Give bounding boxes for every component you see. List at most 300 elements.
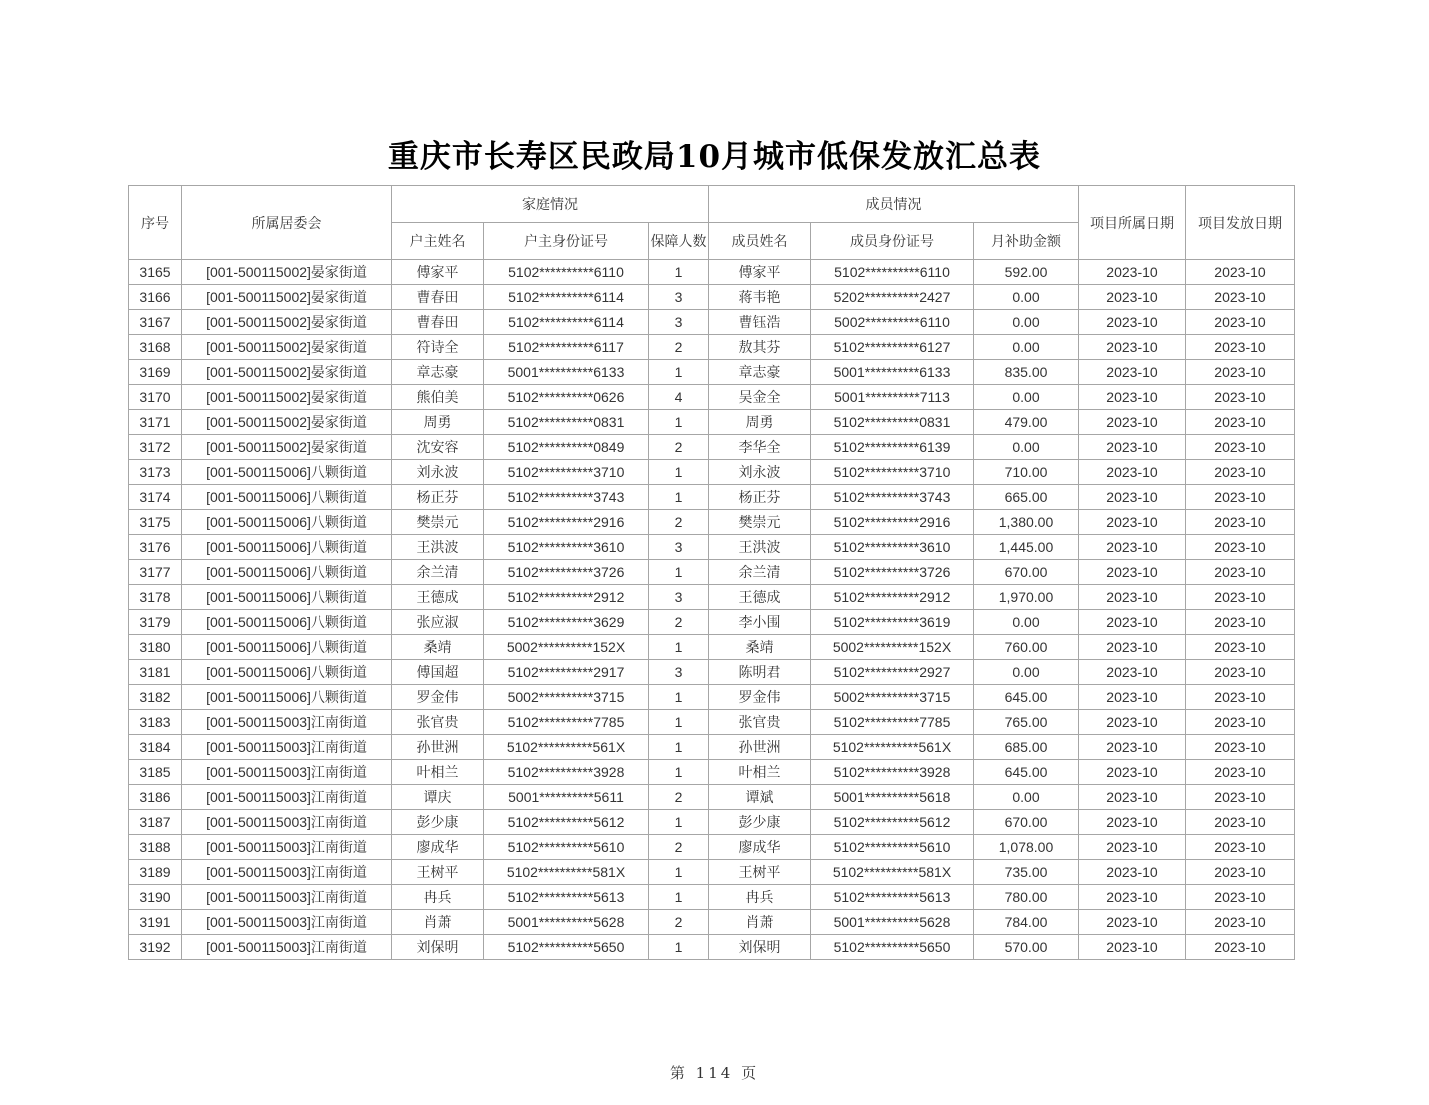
table-row — [129, 635, 1295, 660]
cell-committee: [001-500115003]江南街道 — [182, 885, 392, 910]
cell-member-id: 5102**********3610 — [811, 535, 974, 560]
cell-member-id: 5102**********561X — [811, 735, 974, 760]
cell-committee: [001-500115002]晏家街道 — [182, 285, 392, 310]
cell-member-name: 冉兵 — [709, 885, 811, 910]
col-header-protected-count: 保障人数 — [649, 223, 709, 260]
cell-committee: [001-500115006]八颗街道 — [182, 660, 392, 685]
cell-issue-date: 2023-10 — [1186, 510, 1295, 535]
cell-head-id: 5102**********3629 — [484, 610, 649, 635]
cell-subsidy: 0.00 — [974, 610, 1079, 635]
cell-protected-count: 1 — [649, 860, 709, 885]
cell-subsidy: 710.00 — [974, 460, 1079, 485]
cell-member-id: 5102**********581X — [811, 860, 974, 885]
col-header-serial: 序号 — [129, 186, 182, 260]
table-header — [129, 186, 1295, 260]
cell-member-id: 5102**********3619 — [811, 610, 974, 635]
cell-issue-date: 2023-10 — [1186, 410, 1295, 435]
cell-head-name: 刘保明 — [392, 935, 484, 960]
cell-head-id: 5102**********3928 — [484, 760, 649, 785]
cell-issue-date: 2023-10 — [1186, 810, 1295, 835]
cell-member-id: 5102**********6127 — [811, 335, 974, 360]
cell-subsidy: 645.00 — [974, 685, 1079, 710]
cell-protected-count: 2 — [649, 510, 709, 535]
table-row — [129, 610, 1295, 635]
cell-member-name: 章志豪 — [709, 360, 811, 385]
cell-project-date: 2023-10 — [1079, 785, 1186, 810]
cell-head-id: 5102**********2916 — [484, 510, 649, 535]
cell-head-id: 5001**********5628 — [484, 910, 649, 935]
cell-project-date: 2023-10 — [1079, 510, 1186, 535]
cell-member-name: 樊崇元 — [709, 510, 811, 535]
col-header-committee: 所属居委会 — [182, 186, 392, 260]
cell-head-name: 王洪波 — [392, 535, 484, 560]
table-row — [129, 560, 1295, 585]
cell-head-id: 5102**********0849 — [484, 435, 649, 460]
cell-head-name: 周勇 — [392, 410, 484, 435]
table-row — [129, 735, 1295, 760]
cell-committee: [001-500115006]八颗街道 — [182, 485, 392, 510]
cell-head-id: 5102**********581X — [484, 860, 649, 885]
cell-member-name: 余兰清 — [709, 560, 811, 585]
cell-head-name: 王树平 — [392, 860, 484, 885]
cell-member-name: 杨正芬 — [709, 485, 811, 510]
cell-member-id: 5102**********3928 — [811, 760, 974, 785]
cell-issue-date: 2023-10 — [1186, 335, 1295, 360]
cell-issue-date: 2023-10 — [1186, 735, 1295, 760]
col-header-member-name: 成员姓名 — [709, 223, 811, 260]
col-header-issue-date: 项目发放日期 — [1186, 186, 1295, 260]
cell-member-id: 5102**********7785 — [811, 710, 974, 735]
cell-subsidy: 570.00 — [974, 935, 1079, 960]
cell-protected-count: 1 — [649, 485, 709, 510]
cell-project-date: 2023-10 — [1079, 735, 1186, 760]
cell-project-date: 2023-10 — [1079, 410, 1186, 435]
cell-serial: 3167 — [129, 310, 182, 335]
table-row — [129, 760, 1295, 785]
cell-member-id: 5102**********2912 — [811, 585, 974, 610]
cell-committee: [001-500115006]八颗街道 — [182, 535, 392, 560]
cell-subsidy: 1,078.00 — [974, 835, 1079, 860]
cell-member-id: 5102**********2927 — [811, 660, 974, 685]
cell-member-name: 李小围 — [709, 610, 811, 635]
cell-member-name: 孙世洲 — [709, 735, 811, 760]
cell-serial: 3186 — [129, 785, 182, 810]
cell-member-id: 5102**********3710 — [811, 460, 974, 485]
cell-head-id: 5102**********3743 — [484, 485, 649, 510]
cell-protected-count: 2 — [649, 910, 709, 935]
cell-protected-count: 1 — [649, 635, 709, 660]
table-row — [129, 285, 1295, 310]
cell-head-id: 5102**********3710 — [484, 460, 649, 485]
cell-serial: 3175 — [129, 510, 182, 535]
cell-member-id: 5002**********3715 — [811, 685, 974, 710]
cell-issue-date: 2023-10 — [1186, 385, 1295, 410]
cell-project-date: 2023-10 — [1079, 610, 1186, 635]
cell-committee: [001-500115002]晏家街道 — [182, 260, 392, 285]
cell-head-name: 曹春田 — [392, 310, 484, 335]
cell-subsidy: 835.00 — [974, 360, 1079, 385]
cell-serial: 3183 — [129, 710, 182, 735]
cell-head-id: 5102**********6114 — [484, 310, 649, 335]
cell-protected-count: 1 — [649, 260, 709, 285]
cell-member-name: 张官贵 — [709, 710, 811, 735]
cell-subsidy: 1,445.00 — [974, 535, 1079, 560]
cell-head-name: 熊伯美 — [392, 385, 484, 410]
cell-issue-date: 2023-10 — [1186, 860, 1295, 885]
cell-head-name: 符诗全 — [392, 335, 484, 360]
cell-head-id: 5001**********6133 — [484, 360, 649, 385]
cell-subsidy: 735.00 — [974, 860, 1079, 885]
cell-issue-date: 2023-10 — [1186, 885, 1295, 910]
cell-serial: 3171 — [129, 410, 182, 435]
cell-committee: [001-500115006]八颗街道 — [182, 510, 392, 535]
table-row — [129, 935, 1295, 960]
cell-subsidy: 592.00 — [974, 260, 1079, 285]
cell-project-date: 2023-10 — [1079, 585, 1186, 610]
cell-subsidy: 0.00 — [974, 335, 1079, 360]
cell-project-date: 2023-10 — [1079, 560, 1186, 585]
cell-issue-date: 2023-10 — [1186, 835, 1295, 860]
cell-head-id: 5102**********5613 — [484, 885, 649, 910]
col-header-subsidy: 月补助金额 — [974, 223, 1079, 260]
cell-member-name: 周勇 — [709, 410, 811, 435]
cell-member-name: 谭斌 — [709, 785, 811, 810]
cell-head-id: 5102**********6117 — [484, 335, 649, 360]
cell-subsidy: 780.00 — [974, 885, 1079, 910]
cell-issue-date: 2023-10 — [1186, 360, 1295, 385]
cell-member-name: 陈明君 — [709, 660, 811, 685]
cell-head-name: 张官贵 — [392, 710, 484, 735]
cell-subsidy: 665.00 — [974, 485, 1079, 510]
table-row — [129, 310, 1295, 335]
cell-committee: [001-500115006]八颗街道 — [182, 685, 392, 710]
table-row — [129, 810, 1295, 835]
cell-serial: 3180 — [129, 635, 182, 660]
cell-head-name: 桑靖 — [392, 635, 484, 660]
cell-issue-date: 2023-10 — [1186, 710, 1295, 735]
cell-member-id: 5102**********5613 — [811, 885, 974, 910]
cell-serial: 3187 — [129, 810, 182, 835]
cell-issue-date: 2023-10 — [1186, 285, 1295, 310]
cell-member-id: 5102**********2916 — [811, 510, 974, 535]
cell-subsidy: 1,380.00 — [974, 510, 1079, 535]
table-row — [129, 585, 1295, 610]
table-row — [129, 885, 1295, 910]
cell-committee: [001-500115003]江南街道 — [182, 710, 392, 735]
cell-protected-count: 1 — [649, 710, 709, 735]
cell-member-name: 曹钰浩 — [709, 310, 811, 335]
cell-committee: [001-500115006]八颗街道 — [182, 635, 392, 660]
cell-head-id: 5102**********5612 — [484, 810, 649, 835]
cell-head-name: 樊崇元 — [392, 510, 484, 535]
cell-committee: [001-500115003]江南街道 — [182, 860, 392, 885]
cell-project-date: 2023-10 — [1079, 260, 1186, 285]
cell-subsidy: 670.00 — [974, 810, 1079, 835]
cell-subsidy: 645.00 — [974, 760, 1079, 785]
cell-head-name: 沈安容 — [392, 435, 484, 460]
cell-protected-count: 2 — [649, 610, 709, 635]
cell-serial: 3184 — [129, 735, 182, 760]
cell-head-name: 彭少康 — [392, 810, 484, 835]
cell-protected-count: 2 — [649, 435, 709, 460]
cell-member-id: 5001**********6133 — [811, 360, 974, 385]
cell-serial: 3185 — [129, 760, 182, 785]
cell-subsidy: 0.00 — [974, 285, 1079, 310]
cell-member-name: 桑靖 — [709, 635, 811, 660]
cell-member-id: 5102**********3726 — [811, 560, 974, 585]
cell-project-date: 2023-10 — [1079, 460, 1186, 485]
cell-subsidy: 0.00 — [974, 310, 1079, 335]
cell-member-id: 5102**********6110 — [811, 260, 974, 285]
cell-protected-count: 1 — [649, 685, 709, 710]
cell-subsidy: 479.00 — [974, 410, 1079, 435]
cell-committee: [001-500115002]晏家街道 — [182, 335, 392, 360]
cell-issue-date: 2023-10 — [1186, 435, 1295, 460]
cell-member-name: 刘保明 — [709, 935, 811, 960]
cell-member-name: 叶相兰 — [709, 760, 811, 785]
table-row — [129, 510, 1295, 535]
cell-serial: 3168 — [129, 335, 182, 360]
col-header-head-id: 户主身份证号 — [484, 223, 649, 260]
cell-issue-date: 2023-10 — [1186, 910, 1295, 935]
cell-committee: [001-500115002]晏家街道 — [182, 360, 392, 385]
cell-serial: 3190 — [129, 885, 182, 910]
cell-protected-count: 1 — [649, 735, 709, 760]
cell-issue-date: 2023-10 — [1186, 485, 1295, 510]
cell-committee: [001-500115002]晏家街道 — [182, 410, 392, 435]
cell-member-id: 5001**********5628 — [811, 910, 974, 935]
cell-protected-count: 1 — [649, 560, 709, 585]
cell-committee: [001-500115003]江南街道 — [182, 835, 392, 860]
cell-subsidy: 0.00 — [974, 435, 1079, 460]
table-row — [129, 335, 1295, 360]
cell-issue-date: 2023-10 — [1186, 260, 1295, 285]
cell-committee: [001-500115006]八颗街道 — [182, 560, 392, 585]
cell-issue-date: 2023-10 — [1186, 535, 1295, 560]
cell-head-id: 5102**********6114 — [484, 285, 649, 310]
cell-issue-date: 2023-10 — [1186, 460, 1295, 485]
cell-protected-count: 1 — [649, 810, 709, 835]
cell-protected-count: 1 — [649, 760, 709, 785]
cell-issue-date: 2023-10 — [1186, 310, 1295, 335]
cell-member-name: 廖成华 — [709, 835, 811, 860]
cell-project-date: 2023-10 — [1079, 385, 1186, 410]
table-row — [129, 410, 1295, 435]
cell-serial: 3181 — [129, 660, 182, 685]
cell-protected-count: 2 — [649, 785, 709, 810]
cell-head-name: 傅家平 — [392, 260, 484, 285]
cell-committee: [001-500115003]江南街道 — [182, 785, 392, 810]
cell-head-name: 余兰清 — [392, 560, 484, 585]
cell-issue-date: 2023-10 — [1186, 935, 1295, 960]
cell-head-name: 刘永波 — [392, 460, 484, 485]
cell-head-name: 廖成华 — [392, 835, 484, 860]
cell-member-name: 傅家平 — [709, 260, 811, 285]
table-row — [129, 710, 1295, 735]
cell-head-name: 肖萧 — [392, 910, 484, 935]
table-row — [129, 535, 1295, 560]
cell-committee: [001-500115003]江南街道 — [182, 760, 392, 785]
cell-serial: 3182 — [129, 685, 182, 710]
cell-head-name: 章志豪 — [392, 360, 484, 385]
cell-head-name: 谭庆 — [392, 785, 484, 810]
cell-head-id: 5002**********3715 — [484, 685, 649, 710]
cell-member-name: 蒋韦艳 — [709, 285, 811, 310]
cell-committee: [001-500115006]八颗街道 — [182, 610, 392, 635]
cell-head-id: 5102**********2917 — [484, 660, 649, 685]
table-row — [129, 460, 1295, 485]
cell-issue-date: 2023-10 — [1186, 685, 1295, 710]
cell-issue-date: 2023-10 — [1186, 610, 1295, 635]
cell-protected-count: 1 — [649, 935, 709, 960]
cell-head-id: 5102**********5610 — [484, 835, 649, 860]
cell-protected-count: 3 — [649, 535, 709, 560]
cell-project-date: 2023-10 — [1079, 810, 1186, 835]
cell-project-date: 2023-10 — [1079, 710, 1186, 735]
cell-serial: 3173 — [129, 460, 182, 485]
cell-serial: 3172 — [129, 435, 182, 460]
cell-member-name: 王洪波 — [709, 535, 811, 560]
cell-member-id: 5002**********6110 — [811, 310, 974, 335]
cell-member-name: 敖其芬 — [709, 335, 811, 360]
cell-project-date: 2023-10 — [1079, 910, 1186, 935]
cell-subsidy: 760.00 — [974, 635, 1079, 660]
cell-head-id: 5102**********561X — [484, 735, 649, 760]
cell-project-date: 2023-10 — [1079, 635, 1186, 660]
cell-member-id: 5102**********3743 — [811, 485, 974, 510]
cell-head-name: 杨正芬 — [392, 485, 484, 510]
cell-protected-count: 3 — [649, 660, 709, 685]
cell-committee: [001-500115003]江南街道 — [182, 935, 392, 960]
cell-head-id: 5102**********0831 — [484, 410, 649, 435]
cell-head-id: 5102**********5650 — [484, 935, 649, 960]
cell-member-id: 5202**********2427 — [811, 285, 974, 310]
cell-head-name: 叶相兰 — [392, 760, 484, 785]
cell-head-id: 5102**********3726 — [484, 560, 649, 585]
cell-head-id: 5102**********3610 — [484, 535, 649, 560]
cell-head-name: 曹春田 — [392, 285, 484, 310]
table-row — [129, 785, 1295, 810]
subsidy-summary-table — [128, 185, 1295, 960]
cell-serial: 3178 — [129, 585, 182, 610]
cell-serial: 3176 — [129, 535, 182, 560]
cell-head-name: 傅国超 — [392, 660, 484, 685]
cell-serial: 3169 — [129, 360, 182, 385]
cell-issue-date: 2023-10 — [1186, 760, 1295, 785]
table-row — [129, 260, 1295, 285]
cell-subsidy: 0.00 — [974, 785, 1079, 810]
cell-protected-count: 4 — [649, 385, 709, 410]
cell-member-id: 5102**********0831 — [811, 410, 974, 435]
cell-member-name: 王树平 — [709, 860, 811, 885]
cell-member-id: 5102**********5612 — [811, 810, 974, 835]
cell-serial: 3165 — [129, 260, 182, 285]
col-group-member: 成员情况 — [709, 186, 1079, 223]
cell-issue-date: 2023-10 — [1186, 660, 1295, 685]
col-header-member-id: 成员身份证号 — [811, 223, 974, 260]
cell-issue-date: 2023-10 — [1186, 585, 1295, 610]
table-row — [129, 385, 1295, 410]
cell-subsidy: 670.00 — [974, 560, 1079, 585]
cell-subsidy: 685.00 — [974, 735, 1079, 760]
cell-protected-count: 1 — [649, 460, 709, 485]
cell-member-id: 5001**********5618 — [811, 785, 974, 810]
cell-member-name: 王德成 — [709, 585, 811, 610]
cell-head-id: 5102**********6110 — [484, 260, 649, 285]
cell-head-name: 罗金伟 — [392, 685, 484, 710]
table-row — [129, 435, 1295, 460]
cell-serial: 3179 — [129, 610, 182, 635]
cell-serial: 3166 — [129, 285, 182, 310]
table-row — [129, 485, 1295, 510]
cell-protected-count: 2 — [649, 835, 709, 860]
cell-committee: [001-500115002]晏家街道 — [182, 435, 392, 460]
cell-serial: 3192 — [129, 935, 182, 960]
cell-serial: 3174 — [129, 485, 182, 510]
cell-serial: 3188 — [129, 835, 182, 860]
cell-member-id: 5102**********6139 — [811, 435, 974, 460]
cell-committee: [001-500115003]江南街道 — [182, 910, 392, 935]
cell-issue-date: 2023-10 — [1186, 785, 1295, 810]
cell-project-date: 2023-10 — [1079, 310, 1186, 335]
cell-member-name: 李华全 — [709, 435, 811, 460]
cell-project-date: 2023-10 — [1079, 685, 1186, 710]
cell-head-id: 5102**********7785 — [484, 710, 649, 735]
cell-serial: 3170 — [129, 385, 182, 410]
table-body — [129, 260, 1295, 960]
cell-serial: 3191 — [129, 910, 182, 935]
cell-project-date: 2023-10 — [1079, 760, 1186, 785]
cell-member-name: 刘永波 — [709, 460, 811, 485]
cell-protected-count: 3 — [649, 585, 709, 610]
cell-head-id: 5001**********5611 — [484, 785, 649, 810]
cell-committee: [001-500115006]八颗街道 — [182, 460, 392, 485]
cell-member-id: 5001**********7113 — [811, 385, 974, 410]
cell-committee: [001-500115003]江南街道 — [182, 735, 392, 760]
cell-committee: [001-500115006]八颗街道 — [182, 585, 392, 610]
table-row — [129, 660, 1295, 685]
cell-project-date: 2023-10 — [1079, 485, 1186, 510]
cell-issue-date: 2023-10 — [1186, 635, 1295, 660]
cell-project-date: 2023-10 — [1079, 660, 1186, 685]
cell-head-name: 张应淑 — [392, 610, 484, 635]
cell-member-name: 吴金全 — [709, 385, 811, 410]
table-row — [129, 910, 1295, 935]
table-row — [129, 860, 1295, 885]
cell-protected-count: 1 — [649, 360, 709, 385]
cell-project-date: 2023-10 — [1079, 935, 1186, 960]
cell-project-date: 2023-10 — [1079, 885, 1186, 910]
cell-project-date: 2023-10 — [1079, 835, 1186, 860]
cell-project-date: 2023-10 — [1079, 360, 1186, 385]
cell-head-id: 5102**********0626 — [484, 385, 649, 410]
table-row — [129, 685, 1295, 710]
cell-head-id: 5102**********2912 — [484, 585, 649, 610]
cell-member-id: 5002**********152X — [811, 635, 974, 660]
cell-subsidy: 1,970.00 — [974, 585, 1079, 610]
cell-member-id: 5102**********5650 — [811, 935, 974, 960]
cell-member-name: 罗金伟 — [709, 685, 811, 710]
cell-serial: 3189 — [129, 860, 182, 885]
cell-subsidy: 784.00 — [974, 910, 1079, 935]
cell-subsidy: 0.00 — [974, 385, 1079, 410]
col-group-family: 家庭情况 — [392, 186, 709, 223]
document-title: 重庆市长寿区民政局10月城市低保发放汇总表 — [387, 139, 1042, 175]
cell-member-name: 肖萧 — [709, 910, 811, 935]
cell-head-name: 孙世洲 — [392, 735, 484, 760]
header-row-top — [129, 186, 1295, 223]
cell-head-id: 5002**********152X — [484, 635, 649, 660]
